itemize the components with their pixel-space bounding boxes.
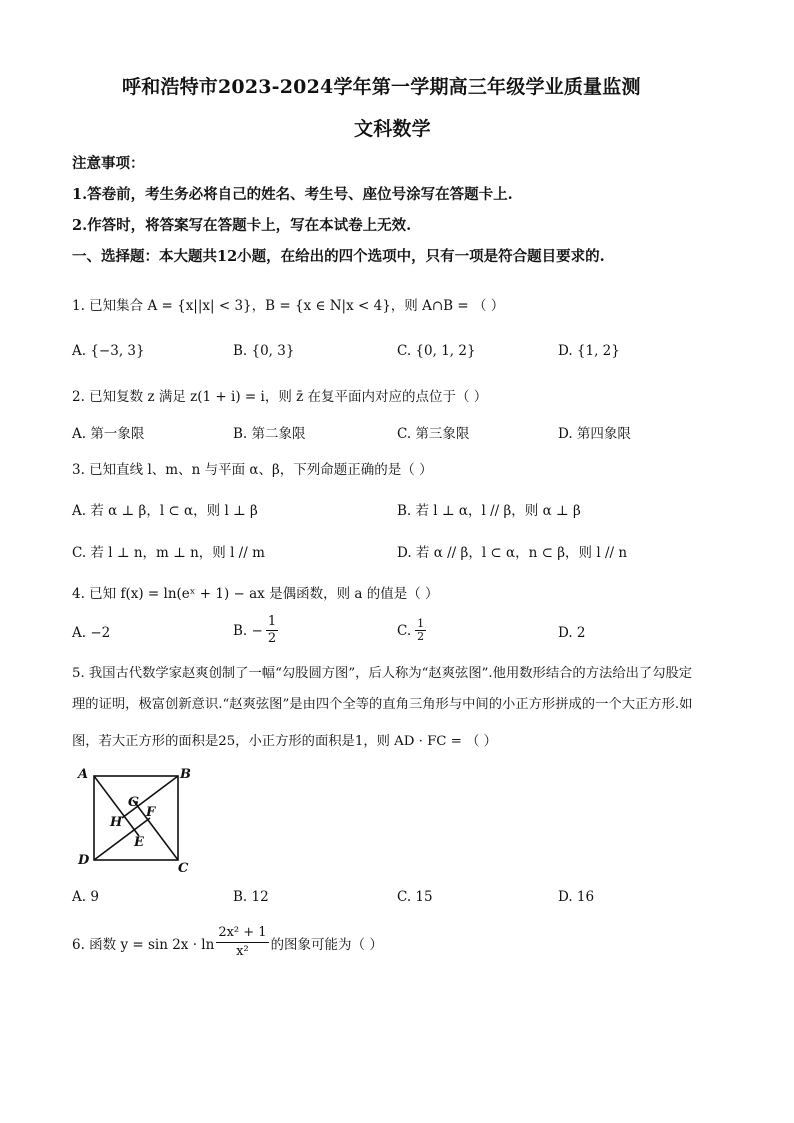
question-4-option-d: D. 2 <box>558 625 586 641</box>
question-4-option-c-label: C. <box>397 622 412 639</box>
question-2-option-a: A. 第一象限 <box>72 426 145 442</box>
question-6-stem-prefix: 6. 函数 y = sin 2x · ln <box>72 936 215 953</box>
question-1-option-a: A. {−3, 3} <box>72 343 145 359</box>
question-4-option-b-denominator: 2 <box>267 631 277 646</box>
question-4-option-b-label: B. − <box>233 622 263 639</box>
page-title: 呼和浩特市2023-2024学年第一学期高三年级学业质量监测 <box>122 76 641 98</box>
question-3-option-a: A. 若 α ⊥ β，l ⊂ α，则 l ⊥ β <box>72 503 258 519</box>
zhao-shuang-diagram <box>72 764 202 874</box>
diagram-label-e: E <box>134 835 144 850</box>
question-5-stem-line-2: 理的证明，极富创新意识.“赵爽弦图”是由四个全等的直角三角形与中间的小正方形拼成的一个大正方形.如 <box>72 697 693 712</box>
question-6-denominator: x² <box>236 944 249 959</box>
question-5-stem-line-3: 图，若大正方形的面积是25，小正方形的面积是1，则 AD · FC = （ ） <box>72 734 497 749</box>
question-6-stem-suffix: 的图象可能为（ ） <box>270 936 383 953</box>
question-4-option-c-numerator: 1 <box>417 617 425 630</box>
diagram-label-h: H <box>110 815 123 830</box>
notice-item-2: 2.作答时，将答案写在答题卡上，写在本试卷上无效. <box>72 217 412 234</box>
question-1-option-b: B. {0, 3} <box>233 343 295 359</box>
question-4-stem: 4. 已知 f(x) = ln(eˣ + 1) − ax 是偶函数，则 a 的值是（ ） <box>72 586 439 602</box>
question-2-option-c: C. 第三象限 <box>397 426 470 442</box>
question-2-option-d: D. 第四象限 <box>558 426 631 442</box>
question-5-option-b: B. 12 <box>233 889 269 905</box>
question-1-option-c: C. {0, 1, 2} <box>397 343 476 359</box>
diagram-label-g: G <box>128 795 140 810</box>
diagram-line-cg <box>133 800 178 860</box>
question-1-stem: 1. 已知集合 A = {x||x| < 3}，B = {x ∈ N|x < 4}，则 A∩B = （ ） <box>72 298 505 314</box>
question-5-stem-line-1: 5. 我国古代数学家赵爽创制了一幅“勾股圆方图”，后人称为“赵爽弦图”.他用数形结合的方法给出了勾股定 <box>72 666 693 681</box>
diagram-label-b: B <box>180 767 191 782</box>
question-4-option-c-denominator: 2 <box>417 630 425 643</box>
question-2-option-b: B. 第二象限 <box>233 426 306 442</box>
question-3-option-d: D. 若 α // β，l ⊂ α，n ⊂ β，则 l // n <box>397 545 628 561</box>
question-4-option-b-numerator: 1 <box>267 614 277 629</box>
diagram-label-a: A <box>78 767 89 782</box>
question-3-option-b: B. 若 l ⊥ α，l // β，则 α ⊥ β <box>397 503 581 519</box>
page-subtitle: 文科数学 <box>354 118 431 140</box>
question-6-numerator: 2x² + 1 <box>216 924 268 943</box>
question-3-stem: 3. 已知直线 l、m、n 与平面 α、β，下列命题正确的是（ ） <box>72 462 433 478</box>
question-5-option-c: C. 15 <box>397 889 433 905</box>
question-6-fraction <box>216 924 268 961</box>
diagram-label-d: D <box>78 853 90 868</box>
question-4-option-b <box>233 614 278 647</box>
question-5-option-d: D. 16 <box>558 889 595 905</box>
section-title: 一、选择题：本大题共12小题，在给出的四个选项中，只有一项是符合题目要求的. <box>72 248 605 265</box>
notice-heading: 注意事项： <box>72 155 145 172</box>
question-5-option-a: A. 9 <box>72 889 99 905</box>
question-4-option-a: A. −2 <box>72 625 111 641</box>
diagram-label-c: C <box>178 861 189 874</box>
question-1-option-d: D. {1, 2} <box>558 343 620 359</box>
notice-item-1: 1.答卷前，考生务必将自己的姓名、考生号、座位号涂写在答题卡上. <box>72 186 513 203</box>
question-2-stem: 2. 已知复数 z 满足 z(1 + i) = i，则 z̄ 在复平面内对应的点位于（ ） <box>72 389 488 405</box>
question-4-option-c-fraction <box>415 618 426 643</box>
question-4-option-c <box>397 618 426 643</box>
question-4-option-b-fraction <box>266 614 278 647</box>
diagram-label-f: F <box>146 805 156 820</box>
question-6-stem <box>72 924 383 961</box>
question-3-option-c: C. 若 l ⊥ n，m ⊥ n，则 l // m <box>72 545 265 561</box>
